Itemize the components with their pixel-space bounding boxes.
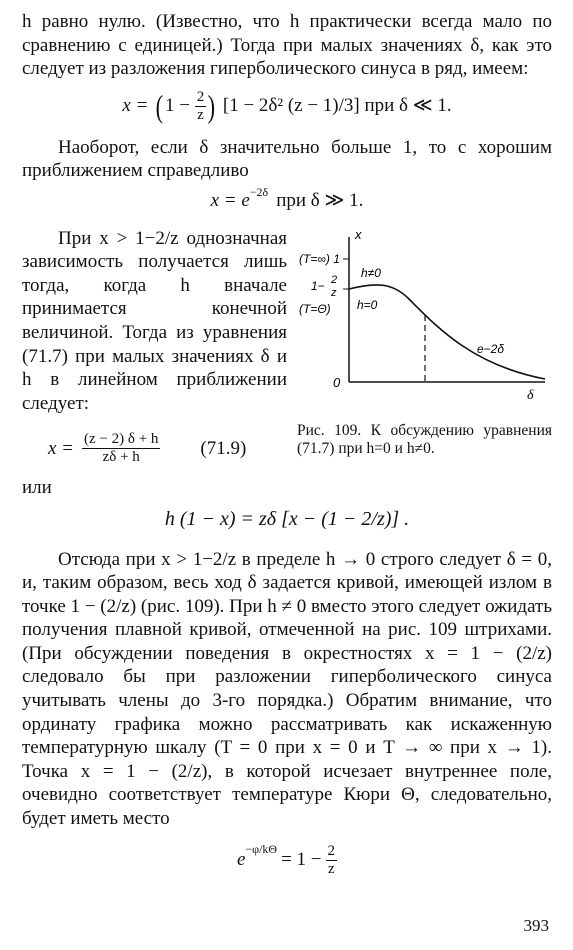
text-with-figure: [22, 227, 552, 473]
formula-1-lhs: x =: [122, 95, 149, 117]
formula-4: h (1 − x) = zδ [x − (1 − 2/z)] .: [164, 507, 410, 530]
formula-1: x = ( 1 − $\frac{2}{z}$ ) [1 − 2δ² (z − 1)/3] при δ ≪ 1.: [122, 88, 452, 125]
label-two: 2: [331, 273, 338, 286]
label-t-theta: (T=Θ): [299, 301, 331, 316]
formula-1-fraction: $\frac{2}{z}$: [196, 88, 205, 123]
equation-number: (71.9): [200, 438, 247, 460]
axis-delta-label: δ: [527, 387, 534, 403]
formula-3: x = $\frac{(z - 2) \delta + h}{z\delta + h}$ (71.9): [48, 431, 247, 466]
paragraph-1: h равно нулю. (Известно, что h практически всегда мало по сравнению с единицей.) Тогда при малых значениях δ, как это следует из разложения гиперболического синуса в ряд, имеем:: [22, 11, 552, 80]
label-h-zero: h=0: [357, 297, 378, 312]
figure-caption: Рис. 109. К обсуждению уравнения (71.7) при h=0 и h≠0.: [297, 422, 552, 458]
label-origin: 0: [333, 374, 341, 390]
figure-109-graph: [297, 227, 552, 412]
paragraph-2: Наоборот, если δ значительно больше 1, то с хорошим приближением справедливо: [22, 136, 552, 182]
label-one-minus: 1−: [311, 278, 325, 293]
label-curve-exp: e−2δ: [477, 341, 505, 356]
figure-109: [297, 227, 552, 473]
label-h-not-zero: h≠0: [361, 265, 381, 280]
page-number: 393: [523, 916, 549, 936]
label-z: z: [331, 286, 337, 299]
axis-x-label: x: [355, 226, 362, 242]
formula-1-tail: [1 − 2δ² (z − 1)/3] при δ ≪ 1.: [222, 95, 452, 117]
formula-5: e $^{-\varphi/k\Theta}$ = 1 − $\frac{2}{z}$: [236, 842, 336, 877]
paragraph-3: При x > 1−2/z однозначная зависимость получается лишь тогда, когда h вначале принимается конечной величиной. Тогда из уравнения (71.7) при малых значениях δ и h в линейном приближении следует:: [22, 227, 287, 414]
label-t-infinity: (T=∞) 1: [299, 251, 340, 266]
paragraph-4: Отсюда при x > 1−2/z в пределе h → 0 строго следует δ = 0, и, таким образом, весь ход δ задается кривой, имеющей излом в точке 1 − (2/z) (рис. 109). При h ≠ 0 вместо этого следует ожидать получения плавной кривой, отмеченной на рис. 109 штрихами. (При обсуждении поведения в окрестностях x = 1 − (2/z) следовало бы при разложении гиперболического синуса учитывать члены до 3-го порядка.) Обратим внимание, что ординату графика можно рассматривать как искаженную температурную шкалу (T = 0 при x = 0 и T → ∞ при x → 1). Точка x = 1 − (2/z), в которой исчезает внутреннее поле, очевидно соответствует температуре Кюри Θ, следовательно, будет иметь место: [22, 548, 552, 830]
formula-2: x = e $^{-2\delta}$ при δ ≫ 1.: [210, 184, 364, 211]
or-word: или: [22, 477, 52, 499]
page-content: [22, 10, 552, 884]
